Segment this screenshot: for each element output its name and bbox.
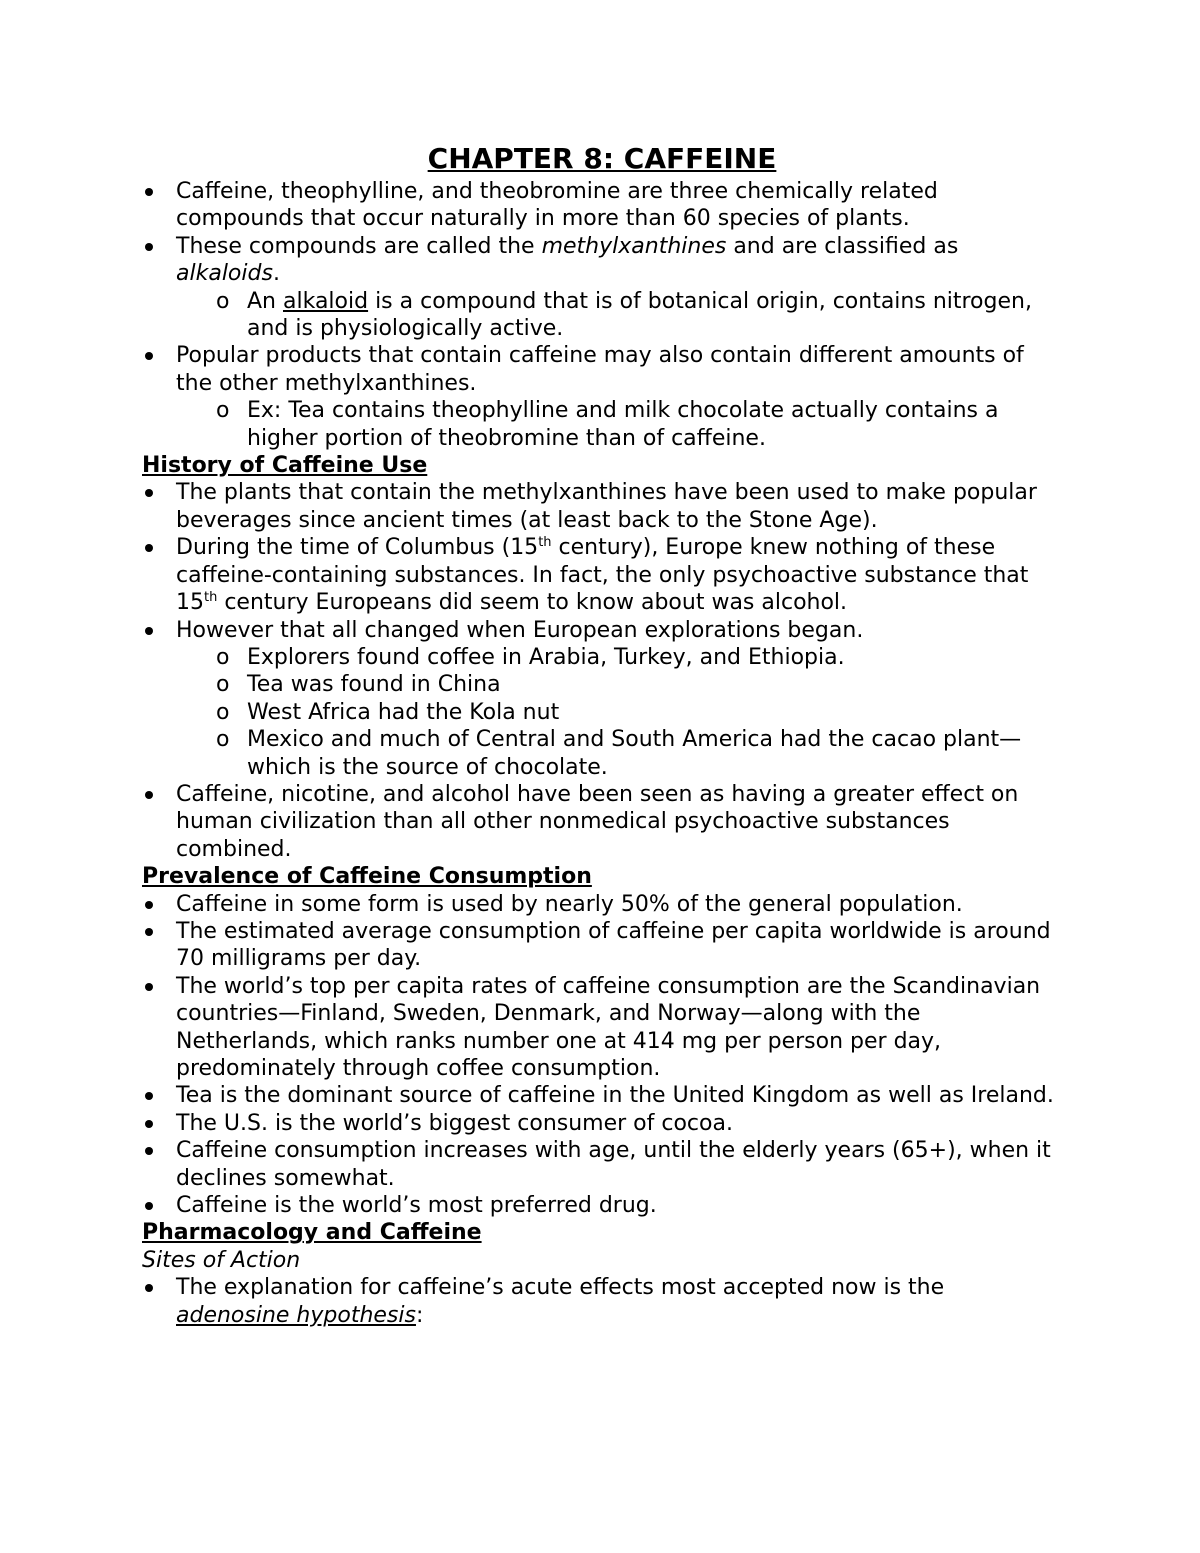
list-item: The world’s top per capita rates of caffeine consumption are the Scandinavian countries—Finland, Sweden, Denmark, and Norway—along with the Netherlands, which ranks number one at 414 mg per person per day, predominately through coffee consumption. xyxy=(142,973,1062,1083)
list-item: Popular products that contain caffeine may also contain different amounts of the other methylxanthines. xyxy=(142,342,1062,397)
list-item: The explanation for caffeine’s acute effects most accepted now is the adenosine hypothesis: xyxy=(142,1274,1062,1329)
section-heading-history: History of Caffeine Use xyxy=(142,453,428,479)
circle-bullet-icon: o xyxy=(216,398,230,424)
list-item: The U.S. is the world’s biggest consumer of cocoa. xyxy=(142,1110,1062,1137)
list-item: Caffeine, nicotine, and alcohol have been seen as having a greater effect on human civilization than all other nonmedical psychoactive substances combined. xyxy=(142,781,1062,863)
chapter-title: CHAPTER 8: CAFFEINE xyxy=(427,142,777,175)
sub-list-item: o An alkaloid is a compound that is of botanical origin, contains nitrogen, and is physiologically active. xyxy=(216,288,1032,342)
sub-list-item: o Tea was found in China xyxy=(216,672,501,698)
sub-list-item: o West Africa had the Kola nut xyxy=(216,699,560,725)
circle-bullet-icon: o xyxy=(216,288,230,314)
circle-bullet-icon: o xyxy=(216,699,230,725)
sub-list-item: o Explorers found coffee in Arabia, Turkey, and Ethiopia. xyxy=(216,644,845,670)
prevalence-list xyxy=(142,891,1062,1220)
list-item: Caffeine, theophylline, and theobromine are three chemically related compounds that occur naturally in more than 60 species of plants. xyxy=(142,178,1062,233)
circle-bullet-icon: o xyxy=(216,644,230,670)
list-item: These compounds are called the methylxanthines and are classified as alkaloids. xyxy=(142,233,1062,288)
circle-bullet-icon: o xyxy=(216,727,230,753)
sub-list-item: o Ex: Tea contains theophylline and milk chocolate actually contains a higher portion of theobromine than of caffeine. xyxy=(216,398,999,451)
list-item: However that all changed when European explorations began. xyxy=(142,617,1062,644)
section-heading-prevalence: Prevalence of Caffeine Consumption xyxy=(142,864,592,890)
list-item: Caffeine is the world’s most preferred drug. xyxy=(142,1192,1062,1219)
history-list xyxy=(142,479,1062,863)
intro-list xyxy=(142,178,1062,452)
list-item: Caffeine in some form is used by nearly 50% of the general population. xyxy=(142,891,1062,918)
adenosine-hypothesis-term: adenosine hypothesis xyxy=(176,1302,416,1328)
list-item: During the time of Columbus (15th century), Europe knew nothing of these caffeine-containing substances. In fact, the only psychoactive substance that 15th century Europeans did seem to know about was alcohol. xyxy=(142,534,1062,616)
section-heading-pharmacology: Pharmacology and Caffeine xyxy=(142,1220,482,1246)
alkaloid-term: alkaloid xyxy=(283,288,369,314)
subheading-sites-of-action: Sites of Action xyxy=(142,1247,301,1273)
list-item: The estimated average consumption of caffeine per capita worldwide is around 70 milligrams per day. xyxy=(142,918,1062,973)
list-item: The plants that contain the methylxanthines have been used to make popular beverages since ancient times (at least back to the Stone Age). xyxy=(142,479,1062,534)
list-item: Tea is the dominant source of caffeine in the United Kingdom as well as Ireland. xyxy=(142,1082,1062,1109)
document-page xyxy=(142,140,1062,1329)
sub-list-item: o Mexico and much of Central and South America had the cacao plant—which is the source of chocolate. xyxy=(216,727,1022,780)
pharmacology-list xyxy=(142,1274,1062,1329)
list-item: Caffeine consumption increases with age, until the elderly years (65+), when it declines somewhat. xyxy=(142,1137,1062,1192)
circle-bullet-icon: o xyxy=(216,672,230,698)
